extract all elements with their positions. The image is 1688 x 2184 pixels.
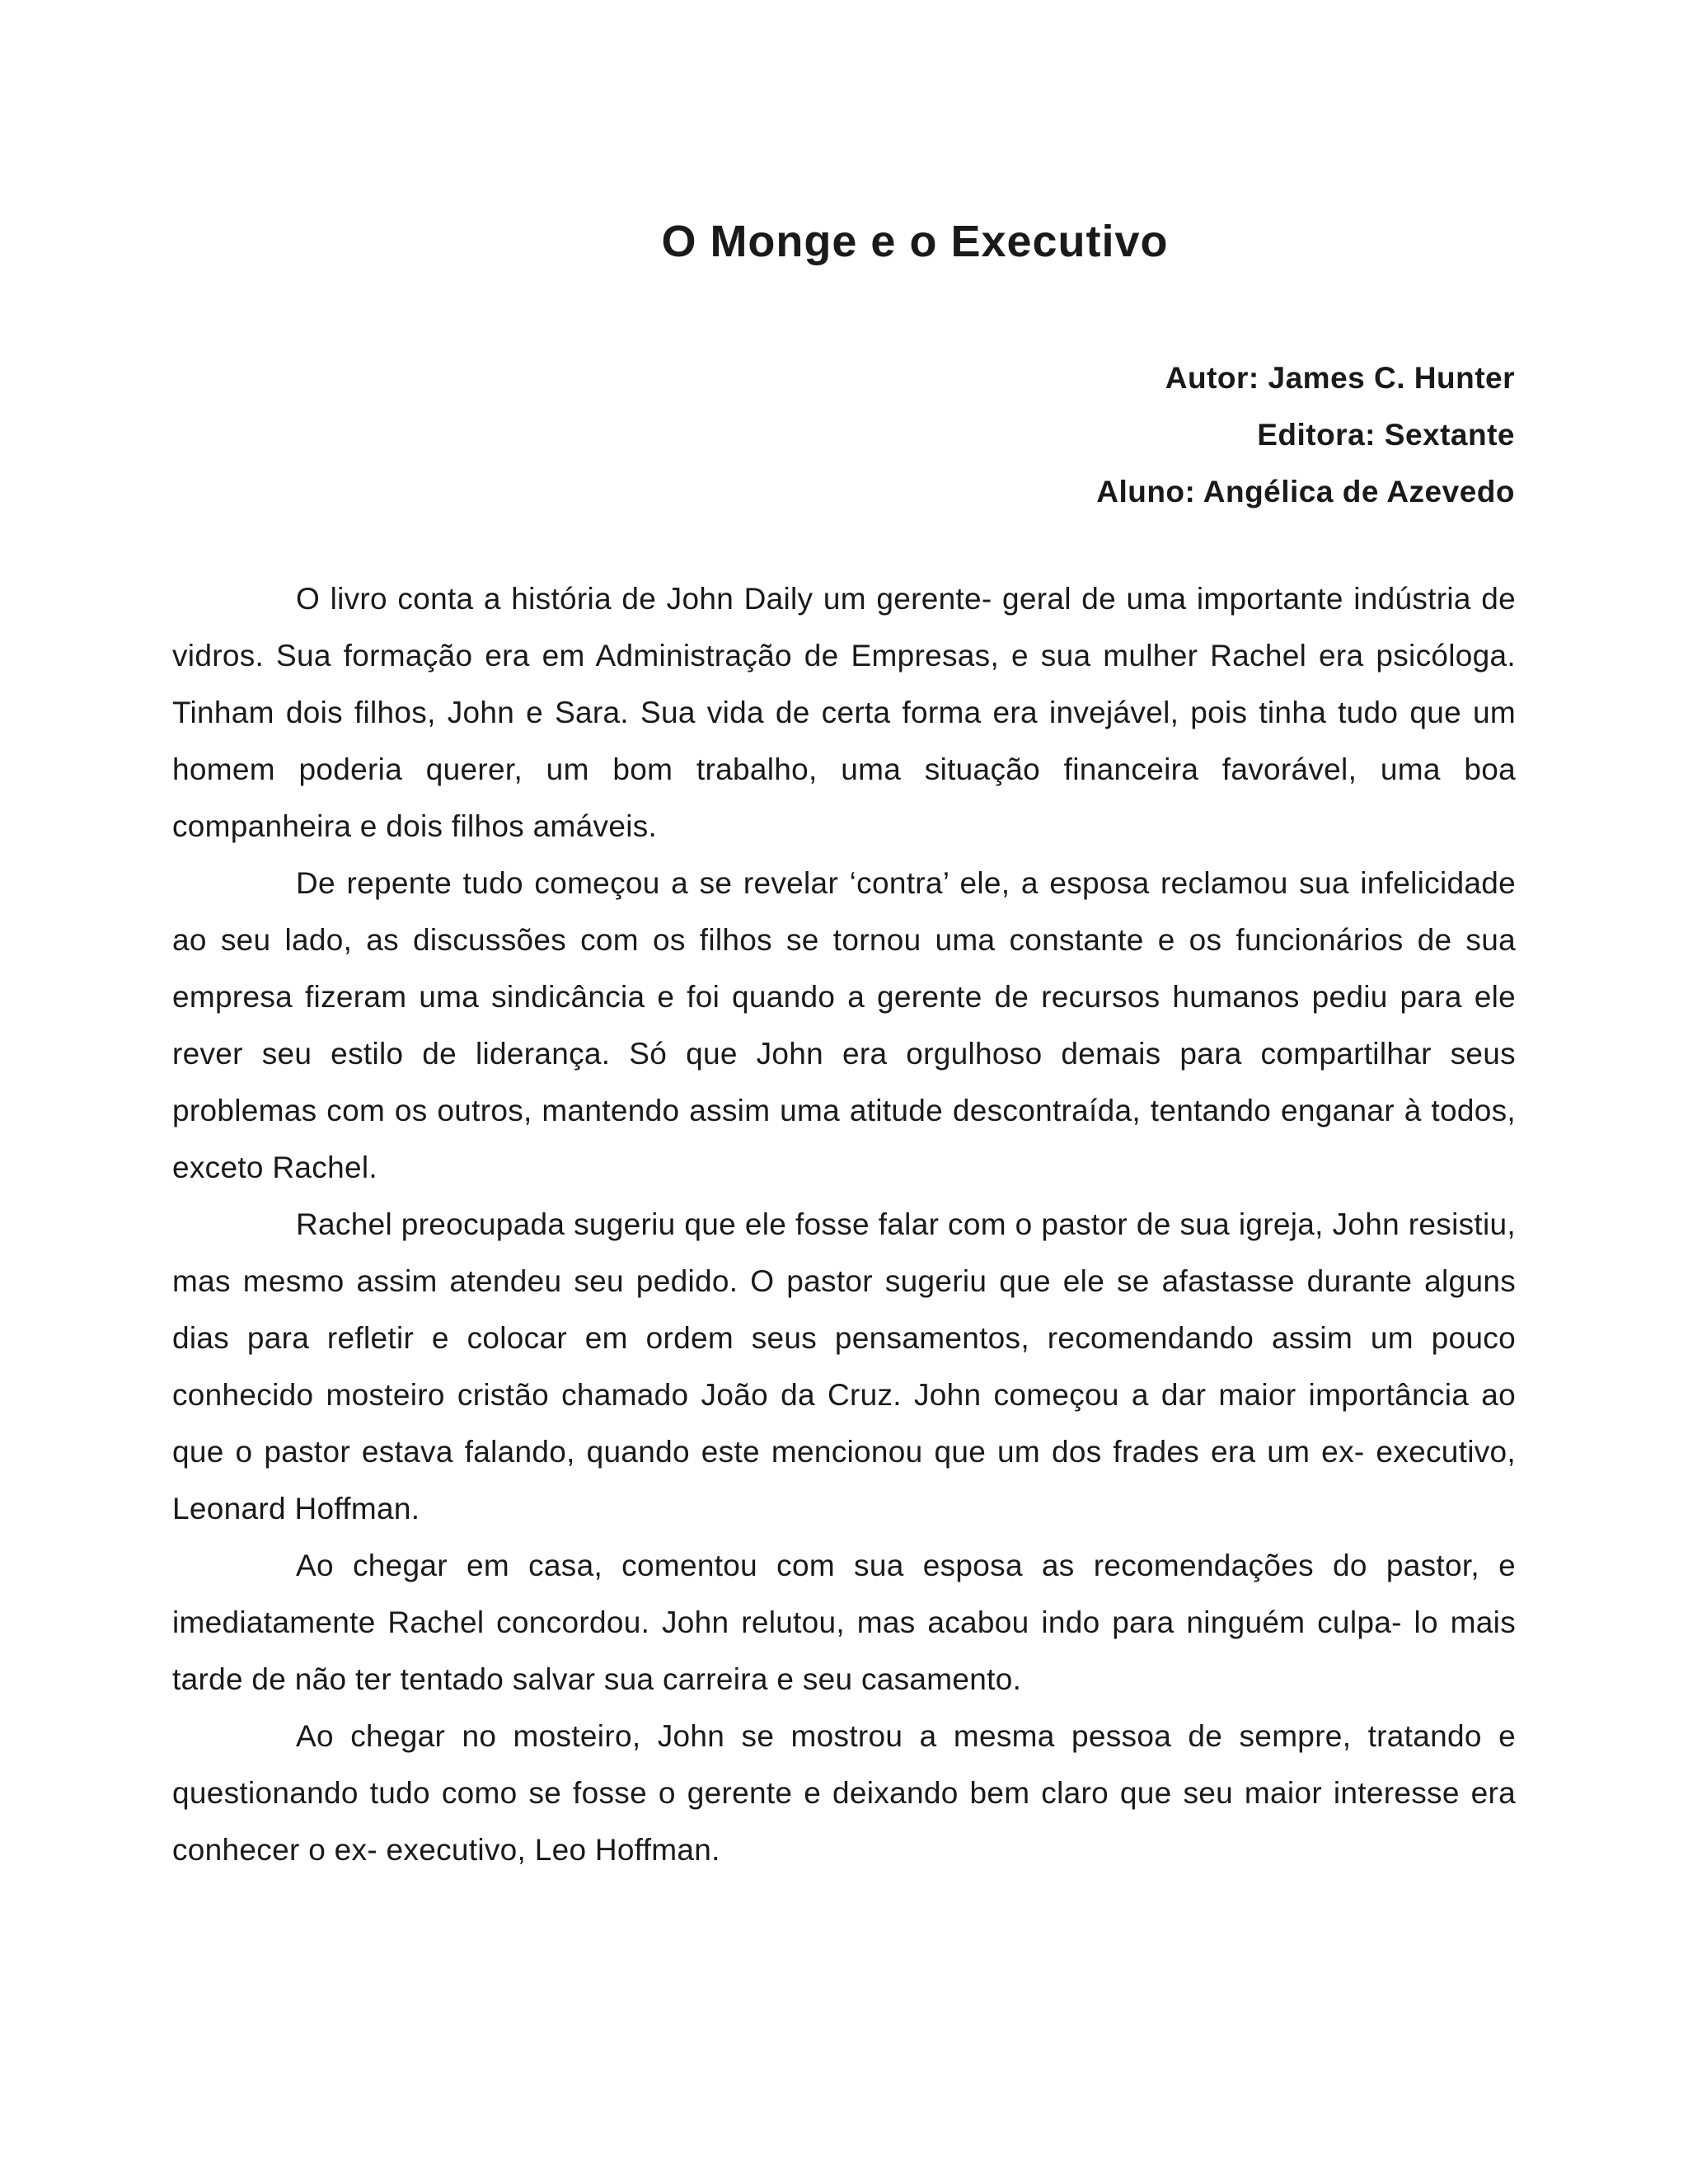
paragraph: De repente tudo começou a se revelar ‘contra’ ele, a esposa reclamou sua infelicidade ao seu lado, as discussões com os filhos se tornou uma constante e os funcionários de sua empresa fizeram uma sindicância e foi quando a gerente de recursos humanos pediu para ele rever seu estilo de liderança. Só que John era orgulhoso demais para compartilhar seus problemas com os outros, mantendo assim uma atitude descontraída, tentando enganar à todos, exceto Rachel.: [172, 866, 1516, 1184]
document-title: O Monge e o Executivo: [661, 217, 1169, 266]
author-line: Autor: James C. Hunter: [1165, 361, 1515, 395]
paragraph: O livro conta a história de John Daily um gerente- geral de uma importante indústria de vidros. Sua formação era em Administração de Empresas, e sua mulher Rachel era psicóloga. Tinham dois filhos, John e Sara. Sua vida de certa forma era invejável, pois tinha tudo que um homem poderia querer, um bom trabalho, uma situação financeira favorável, uma boa companheira e dois filhos amáveis.: [172, 582, 1516, 843]
student-line: Aluno: Angélica de Azevedo: [1096, 475, 1515, 509]
document-meta: [1096, 349, 1515, 520]
paragraph: Ao chegar no mosteiro, John se mostrou a mesma pessoa de sempre, tratando e questionando tudo como se fosse o gerente e deixando bem claro que seu maior interesse era conhecer o ex- executivo, Leo Hoffman.: [172, 1719, 1516, 1867]
paragraph: Rachel preocupada sugeriu que ele fosse falar com o pastor de sua igreja, John resistiu, mas mesmo assim atendeu seu pedido. O pastor sugeriu que ele se afastasse durante alguns dias para refletir e colocar em ordem seus pensamentos, recomendando assim um pouco conhecido mosteiro cristão chamado João da Cruz. John começou a dar maior importância ao que o pastor estava falando, quando este mencionou que um dos frades era um ex- executivo, Leonard Hoffman.: [172, 1207, 1516, 1526]
publisher-line: Editora: Sextante: [1257, 418, 1515, 452]
paragraph: Ao chegar em casa, comentou com sua esposa as recomendações do pastor, e imediatamente Rachel concordou. John relutou, mas acabou indo para ninguém culpa- lo mais tarde de não ter tentado salvar sua carreira e seu casamento.: [172, 1549, 1516, 1696]
document-body: [172, 570, 1516, 1878]
